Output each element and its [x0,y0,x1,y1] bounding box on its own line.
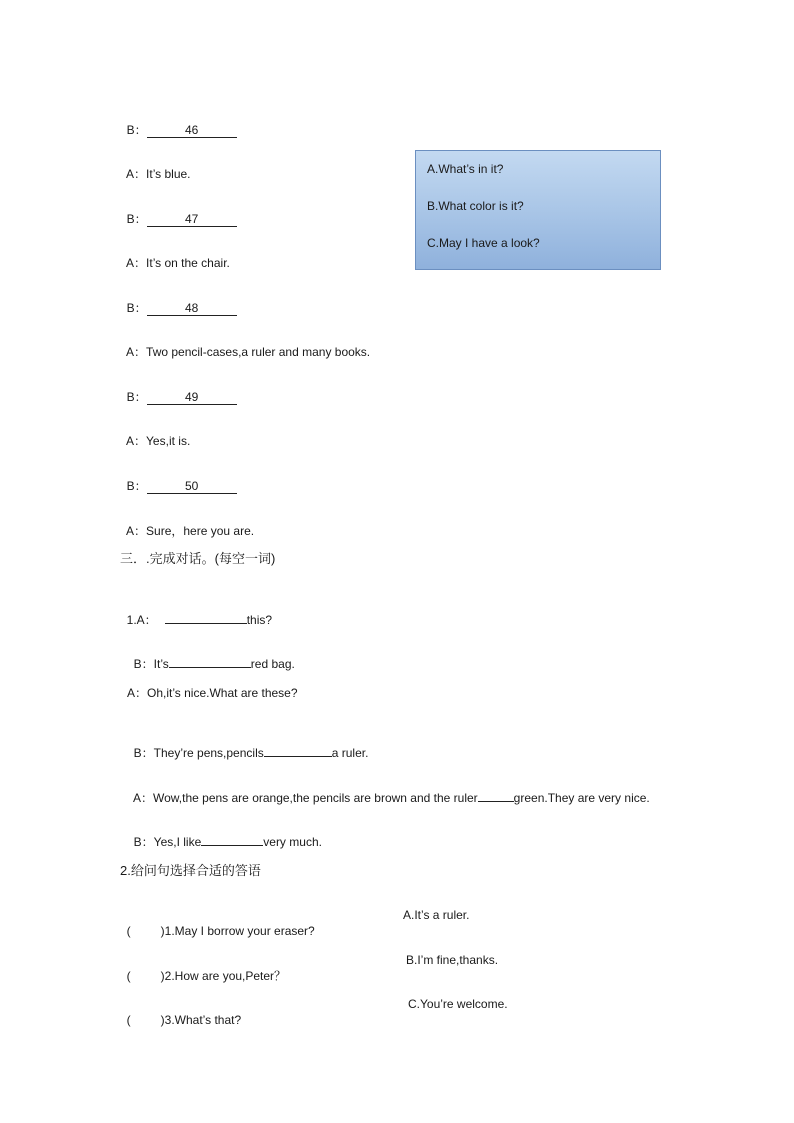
section-title: 三．.完成对话。(每空一词) [120,551,276,566]
dialogue-line-49: B： 49 [120,373,237,405]
fill-blank[interactable] [264,756,332,757]
answer-blank-50[interactable]: 50 [147,479,237,494]
option-c: C.May I have a look? [427,236,540,250]
option-a: A.What’s in it? [427,162,504,176]
q1-line-2: B：It’s red bag. [133,657,295,671]
option-b: B.What color is it? [427,199,524,213]
dialogue-line: A：Sure，here you are. [126,524,255,538]
dialogue-line-50: B： 50 [120,462,237,494]
q1-line-3: A：Oh,it’s nice.What are these? [127,686,298,700]
answer-blank-47[interactable]: 47 [147,212,237,227]
q1-line-5: A：Wow,the pens are orange,the pencils are brown and the ruler green.They are very nice. [133,791,650,805]
fill-blank[interactable] [201,845,263,846]
q1-line-6: B：Yes,I like very much. [133,835,322,849]
dialogue-line-46: B： 46 [120,106,237,138]
dialogue-line-48: B： 48 [120,284,237,316]
matching-answer: A.It’s a ruler. [403,908,470,922]
matching-row: ( )1.May I borrow your eraser? [126,924,315,938]
q2-title: 2.给问句选择合适的答语 [120,863,261,878]
matching-answer: B.I’m fine,thanks. [406,953,499,967]
answer-blank-46[interactable]: 46 [147,123,237,138]
dialogue-line-47: B： 47 [120,195,237,227]
matching-row: ( )2.How are you,Peter？ [126,969,287,983]
answer-blank-49[interactable]: 49 [147,390,237,405]
matching-answer: C.You’re welcome. [408,997,508,1011]
q1-line-1: 1.A： this? [126,613,273,627]
fill-blank[interactable] [478,801,514,802]
dialogue-line: A：Yes,it is. [126,434,191,448]
dialogue-line: A：It’s on the chair. [126,256,230,270]
dialogue-line: A：It’s blue. [126,167,191,181]
matching-row: ( )3.What’s that? [126,1013,242,1027]
dialogue-line: A：Two pencil-cases,a ruler and many books. [126,345,371,359]
fill-blank[interactable] [169,667,251,668]
fill-blank[interactable] [165,623,247,624]
answer-blank-48[interactable]: 48 [147,301,237,316]
q1-line-4: B：They’re pens,pencils a ruler. [133,746,369,760]
options-box [415,150,661,270]
